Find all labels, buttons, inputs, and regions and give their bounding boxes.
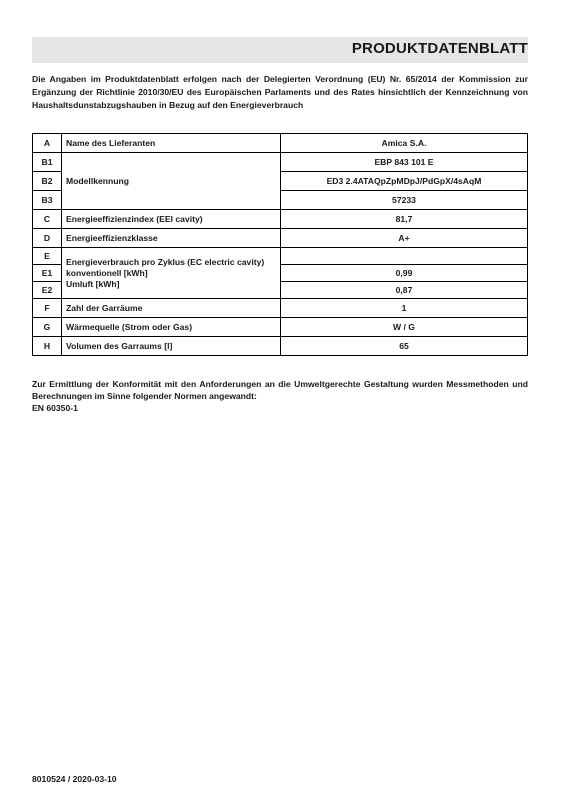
row-label: konventionell [kWh] <box>66 267 148 278</box>
row-label: Name des Lieferanten <box>62 134 281 153</box>
row-value: 65 <box>281 337 528 356</box>
row-code: B1 <box>33 153 62 172</box>
row-label: Energieeffizienzindex (EEI cavity) <box>62 210 281 229</box>
row-code: A <box>33 134 62 153</box>
table-row <box>33 229 528 248</box>
row-code: E1 <box>33 265 62 282</box>
row-code: B2 <box>33 172 62 191</box>
conformity-text: Zur Ermittlung der Konformität mit den Anforderungen an die Umweltgerechte Gestaltung wurden Messmethoden und Berechnungen im Sinne folgender Normen angewandt: <box>32 379 528 401</box>
row-label: Energieeffizienzklasse <box>62 229 281 248</box>
row-label: Energieverbrauch pro Zyklus (EC electric cavity) <box>66 256 265 267</box>
energy-consumption-label <box>62 248 281 299</box>
row-code: G <box>33 318 62 337</box>
row-value: 0,99 <box>281 265 528 282</box>
row-value <box>281 248 528 265</box>
table-row <box>33 337 528 356</box>
row-code: E <box>33 248 62 265</box>
table-row <box>33 248 528 265</box>
standard-reference: EN 60350-1 <box>32 403 78 413</box>
row-code: F <box>33 299 62 318</box>
row-code: C <box>33 210 62 229</box>
row-value: EBP 843 101 E <box>281 153 528 172</box>
table-row <box>33 210 528 229</box>
page-title: PRODUKTDATENBLATT <box>351 40 528 57</box>
table-row <box>33 299 528 318</box>
row-value: A+ <box>281 229 528 248</box>
row-code: D <box>33 229 62 248</box>
row-value: Amica S.A. <box>281 134 528 153</box>
row-label: Wärmequelle (Strom oder Gas) <box>62 318 281 337</box>
row-value: 81,7 <box>281 210 528 229</box>
row-code: B3 <box>33 191 62 210</box>
row-value: ED3 2.4ATAQpZpMDpJ/PdGpX/4sAqM <box>281 172 528 191</box>
row-value: 1 <box>281 299 528 318</box>
conformity-section <box>32 378 528 414</box>
intro-paragraph: Die Angaben im Produktdatenblatt erfolgen nach der Delegierten Verordnung (EU) Nr. 65/2014 der Kommission zur Ergänzung der Richtlinie 2010/30/EU des Europäischen Parlaments und des Rates hinsichtlich der Kennzeichnung von Haushaltsdunstabzugshauben in Bezug auf den Energieverbrauch <box>32 74 528 110</box>
row-label: Umluft [kWh] <box>66 278 120 289</box>
row-label: Modellkennung <box>62 153 281 210</box>
table-row <box>33 134 528 153</box>
spec-table <box>32 133 528 356</box>
table-row <box>33 153 528 172</box>
row-value: W / G <box>281 318 528 337</box>
row-value: 57233 <box>281 191 528 210</box>
footer-reference: 8010524 / 2020-03-10 <box>32 774 117 784</box>
row-label: Volumen des Garraums [l] <box>62 337 281 356</box>
row-value: 0,87 <box>281 282 528 299</box>
row-code: E2 <box>33 282 62 299</box>
table-row <box>33 318 528 337</box>
row-code: H <box>33 337 62 356</box>
row-label: Zahl der Garräume <box>62 299 281 318</box>
